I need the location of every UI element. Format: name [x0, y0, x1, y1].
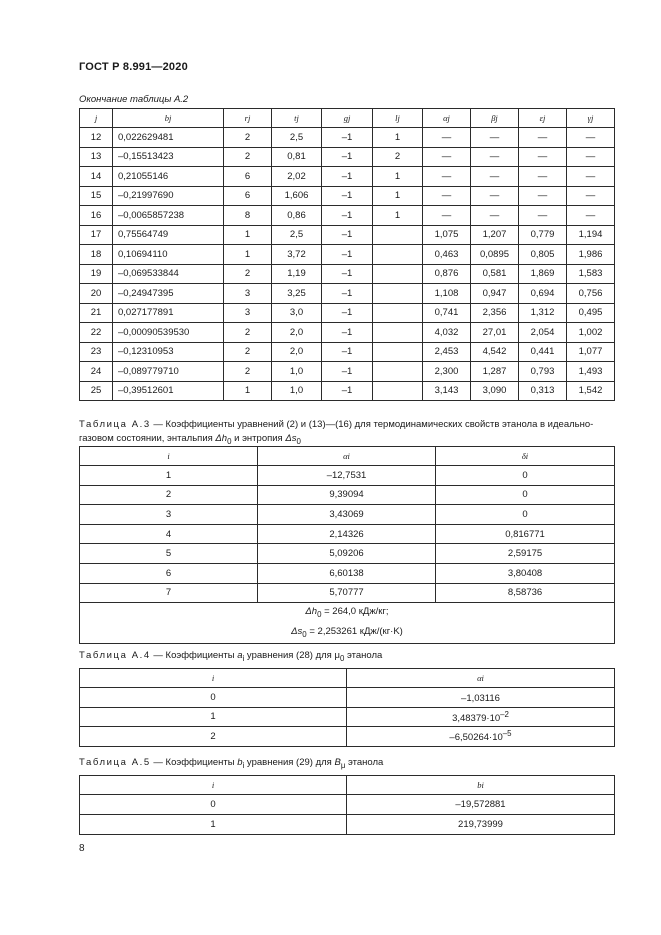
table-cell: 0: [436, 466, 615, 486]
table-cell: –0,15513423: [113, 147, 224, 167]
table-row: [80, 264, 615, 284]
table-cell: 6: [224, 167, 272, 187]
table-cell: –0,089779710: [113, 362, 224, 382]
table-cell: [373, 264, 423, 284]
table-cell: [373, 342, 423, 362]
table-cell: 0,86: [272, 206, 322, 226]
table-row: [80, 303, 615, 323]
table-cell: —: [471, 128, 519, 148]
table-cell: —: [423, 147, 471, 167]
table-cell: 1,075: [423, 225, 471, 245]
table-cell: —: [423, 128, 471, 148]
table-cell: 0,463: [423, 245, 471, 265]
table-cell: 0,741: [423, 303, 471, 323]
table-cell: 2,0: [272, 323, 322, 343]
table-a2-caption: Окончание таблицы А.2: [79, 94, 189, 105]
table-cell: 0: [80, 795, 347, 815]
table-row: [80, 284, 615, 304]
table-cell: 1,869: [519, 264, 567, 284]
table-cell: –1: [322, 147, 373, 167]
table-cell: [373, 284, 423, 304]
table-cell: 2: [224, 342, 272, 362]
table-row: [80, 342, 615, 362]
table-cell: 1,0: [272, 381, 322, 401]
table-cell: –1: [322, 245, 373, 265]
table-cell: –1: [322, 342, 373, 362]
table-cell: –1: [322, 303, 373, 323]
header-i: i: [80, 776, 347, 795]
table-cell: 13: [80, 147, 113, 167]
table-row: [80, 362, 615, 382]
table-cell: –1: [322, 206, 373, 226]
table-cell: $-6,50264\cdot 10^{-5}$: [347, 727, 615, 747]
table-cell: —: [567, 147, 615, 167]
header-alpha-j: αj: [423, 109, 471, 128]
table-cell: —: [471, 206, 519, 226]
table-header-row: [80, 776, 615, 795]
table-cell: 0,876: [423, 264, 471, 284]
table-cell: [373, 245, 423, 265]
table-cell: –1: [322, 128, 373, 148]
table-cell: –0,0065857238: [113, 206, 224, 226]
header-epsilon-j: εj: [519, 109, 567, 128]
header-j: j: [80, 109, 113, 128]
table-cell: 0,441: [519, 342, 567, 362]
table-cell: 2,59175: [436, 544, 615, 564]
table-cell: 3: [80, 505, 258, 525]
table-cell: 3,0: [272, 303, 322, 323]
table-cell: 2,300: [423, 362, 471, 382]
document-header: ГОСТ Р 8.991—2020: [79, 61, 188, 73]
table-cell: 19: [80, 264, 113, 284]
table-cell: 2,5: [272, 128, 322, 148]
table-cell: 2,0: [272, 342, 322, 362]
table-cell: 3: [224, 284, 272, 304]
table-cell: 1,606: [272, 186, 322, 206]
table-cell: 1,493: [567, 362, 615, 382]
table-cell: –1: [322, 284, 373, 304]
header-lj: lj: [373, 109, 423, 128]
table-cell: —: [423, 167, 471, 187]
table-row: [80, 524, 615, 544]
table-cell: —: [471, 147, 519, 167]
table-footer-row: [80, 603, 615, 644]
table-cell: 1,19: [272, 264, 322, 284]
table-cell: 12: [80, 128, 113, 148]
table-a2: [79, 108, 615, 401]
table-a3-caption: Таблица А.3 — Коэффициенты уравнений (2) и (13)—(16) для термодинамических свойств этанола в идеально-газовом состоянии, энтальпия $\Delta h_0$ и энтропия $\Delta s_0$: [79, 419, 594, 446]
table-cell: 1: [80, 815, 347, 835]
table-cell: 0,805: [519, 245, 567, 265]
table-cell: 27,01: [471, 323, 519, 343]
table-cell: –0,39512601: [113, 381, 224, 401]
table-cell: 2,054: [519, 323, 567, 343]
table-cell: 4: [80, 524, 258, 544]
table-cell: 0,793: [519, 362, 567, 382]
table-cell: 1,194: [567, 225, 615, 245]
table-cell: —: [567, 206, 615, 226]
table-cell: 0,694: [519, 284, 567, 304]
table-cell: 219,73999: [347, 815, 615, 835]
table-cell: 14: [80, 167, 113, 187]
table-cell: 1,312: [519, 303, 567, 323]
table-cell: 1: [80, 707, 347, 727]
table-cell: –0,24947395: [113, 284, 224, 304]
table-a5: [79, 775, 615, 835]
table-cell: 0,75564749: [113, 225, 224, 245]
table-cell: 0: [436, 485, 615, 505]
table-a4-caption: Таблица А.4 — Коэффициенты $a_i$ уравнения (28) для $\mu_0$ этанола: [79, 650, 383, 663]
table-header-row: [80, 109, 615, 128]
table-row: [80, 225, 615, 245]
table-header-row: [80, 669, 615, 688]
table-cell: 2: [224, 128, 272, 148]
table-row: [80, 583, 615, 603]
table-cell: 1: [224, 225, 272, 245]
table-cell: 1,077: [567, 342, 615, 362]
table-cell: 3,72: [272, 245, 322, 265]
table-cell: —: [519, 128, 567, 148]
table-cell: 9,39094: [258, 485, 436, 505]
table-cell: 1: [373, 128, 423, 148]
table-cell: —: [471, 186, 519, 206]
header-alpha-i: αi: [347, 669, 615, 688]
table-cell: [373, 303, 423, 323]
table-a4: [79, 668, 615, 747]
table-cell: $3,48379\cdot 10^{-2}$: [347, 707, 615, 727]
table-cell: 0,10694110: [113, 245, 224, 265]
header-delta-i: δi: [436, 447, 615, 466]
table-row: [80, 128, 615, 148]
table-cell: 0,0895: [471, 245, 519, 265]
header-i: i: [80, 447, 258, 466]
header-alpha-i: αi: [258, 447, 436, 466]
table-cell: 16: [80, 206, 113, 226]
table-cell: –1,03116: [347, 688, 615, 708]
table-cell: 2: [224, 147, 272, 167]
table-cell: 1: [373, 167, 423, 187]
table-header-row: [80, 447, 615, 466]
table-cell: —: [471, 167, 519, 187]
table-cell: [373, 323, 423, 343]
table-a3: [79, 446, 615, 644]
table-cell: 8: [224, 206, 272, 226]
table-a3-footnote: $\Delta h_0 = 264,0$ кДж/кг; $\Delta s_0 = 2,253261$ кДж/(кг·K): [80, 603, 615, 644]
table-cell: —: [423, 206, 471, 226]
table-cell: 0,779: [519, 225, 567, 245]
header-bj: bj: [113, 109, 224, 128]
table-row: [80, 544, 615, 564]
table-cell: 0,027177891: [113, 303, 224, 323]
table-cell: 2: [80, 485, 258, 505]
table-cell: 1: [224, 245, 272, 265]
table-cell: 18: [80, 245, 113, 265]
table-cell: –0,21997690: [113, 186, 224, 206]
table-cell: 23: [80, 342, 113, 362]
table-cell: 1,108: [423, 284, 471, 304]
table-row: [80, 563, 615, 583]
table-cell: –12,7531: [258, 466, 436, 486]
table-row: [80, 466, 615, 486]
table-cell: 3,143: [423, 381, 471, 401]
table-cell: —: [519, 186, 567, 206]
table-cell: 0,313: [519, 381, 567, 401]
table-cell: 0,81: [272, 147, 322, 167]
table-cell: 0,495: [567, 303, 615, 323]
header-i: i: [80, 669, 347, 688]
table-row: [80, 381, 615, 401]
table-row: [80, 795, 615, 815]
table-row: [80, 186, 615, 206]
table-row: [80, 485, 615, 505]
table-cell: 0,816771: [436, 524, 615, 544]
table-cell: 1,583: [567, 264, 615, 284]
table-cell: 2: [80, 727, 347, 747]
table-cell: 3,090: [471, 381, 519, 401]
table-cell: 1,287: [471, 362, 519, 382]
table-cell: 1,207: [471, 225, 519, 245]
table-cell: 2: [224, 264, 272, 284]
table-cell: 2,02: [272, 167, 322, 187]
table-cell: 0,947: [471, 284, 519, 304]
table-cell: 0,21055146: [113, 167, 224, 187]
header-b-i: bi: [347, 776, 615, 795]
table-cell: 4,542: [471, 342, 519, 362]
table-row: [80, 167, 615, 187]
table-cell: 17: [80, 225, 113, 245]
table-cell: 2,356: [471, 303, 519, 323]
table-cell: 1,002: [567, 323, 615, 343]
table-cell: 7: [80, 583, 258, 603]
table-cell: 15: [80, 186, 113, 206]
table-row: [80, 727, 615, 747]
table-cell: –0,12310953: [113, 342, 224, 362]
table-cell: 5,09206: [258, 544, 436, 564]
table-cell: –1: [322, 362, 373, 382]
table-cell: 2,453: [423, 342, 471, 362]
table-cell: —: [519, 206, 567, 226]
table-cell: 24: [80, 362, 113, 382]
table-cell: 1: [80, 466, 258, 486]
table-cell: 4,032: [423, 323, 471, 343]
table-cell: 2: [224, 362, 272, 382]
table-cell: [373, 225, 423, 245]
table-row: [80, 707, 615, 727]
table-cell: 1: [373, 206, 423, 226]
table-cell: 0,756: [567, 284, 615, 304]
header-gamma-j: γj: [567, 109, 615, 128]
table-cell: 1,986: [567, 245, 615, 265]
table-cell: 6: [80, 563, 258, 583]
header-gj: gj: [322, 109, 373, 128]
table-row: [80, 688, 615, 708]
table-cell: 6: [224, 186, 272, 206]
table-cell: 3: [224, 303, 272, 323]
table-cell: –1: [322, 323, 373, 343]
table-cell: 6,60138: [258, 563, 436, 583]
table-a5-caption: Таблица А.5 — Коэффициенты $b_i$ уравнения (29) для $B_\mu$ этанола: [79, 757, 384, 770]
table-cell: 3,43069: [258, 505, 436, 525]
table-cell: 0: [80, 688, 347, 708]
header-rj: rj: [224, 109, 272, 128]
table-cell: –0,069533844: [113, 264, 224, 284]
header-beta-j: βj: [471, 109, 519, 128]
table-cell: —: [567, 167, 615, 187]
table-cell: 0,022629481: [113, 128, 224, 148]
table-cell: 1: [224, 381, 272, 401]
table-cell: 0: [436, 505, 615, 525]
table-cell: 22: [80, 323, 113, 343]
table-cell: 25: [80, 381, 113, 401]
table-cell: —: [567, 186, 615, 206]
table-cell: 21: [80, 303, 113, 323]
table-cell: —: [519, 147, 567, 167]
table-cell: —: [567, 128, 615, 148]
table-cell: –1: [322, 186, 373, 206]
table-cell: [373, 362, 423, 382]
table-cell: –1: [322, 167, 373, 187]
table-cell: —: [519, 167, 567, 187]
table-cell: 5,70777: [258, 583, 436, 603]
table-cell: 1: [373, 186, 423, 206]
table-cell: —: [423, 186, 471, 206]
table-cell: 2,14326: [258, 524, 436, 544]
table-cell: 8,58736: [436, 583, 615, 603]
table-row: [80, 245, 615, 265]
table-cell: 1,0: [272, 362, 322, 382]
table-cell: 2: [224, 323, 272, 343]
table-cell: [373, 381, 423, 401]
page-number: 8: [79, 843, 85, 854]
table-cell: –1: [322, 381, 373, 401]
table-row: [80, 815, 615, 835]
table-cell: 2: [373, 147, 423, 167]
table-cell: 0,581: [471, 264, 519, 284]
table-row: [80, 505, 615, 525]
table-cell: 3,25: [272, 284, 322, 304]
table-cell: –1: [322, 225, 373, 245]
table-row: [80, 206, 615, 226]
table-cell: –1: [322, 264, 373, 284]
table-row: [80, 323, 615, 343]
table-cell: 5: [80, 544, 258, 564]
table-cell: –0,00090539530: [113, 323, 224, 343]
table-cell: 20: [80, 284, 113, 304]
header-tj: tj: [272, 109, 322, 128]
table-row: [80, 147, 615, 167]
table-cell: –19,572881: [347, 795, 615, 815]
table-cell: 2,5: [272, 225, 322, 245]
table-cell: 1,542: [567, 381, 615, 401]
table-cell: 3,80408: [436, 563, 615, 583]
